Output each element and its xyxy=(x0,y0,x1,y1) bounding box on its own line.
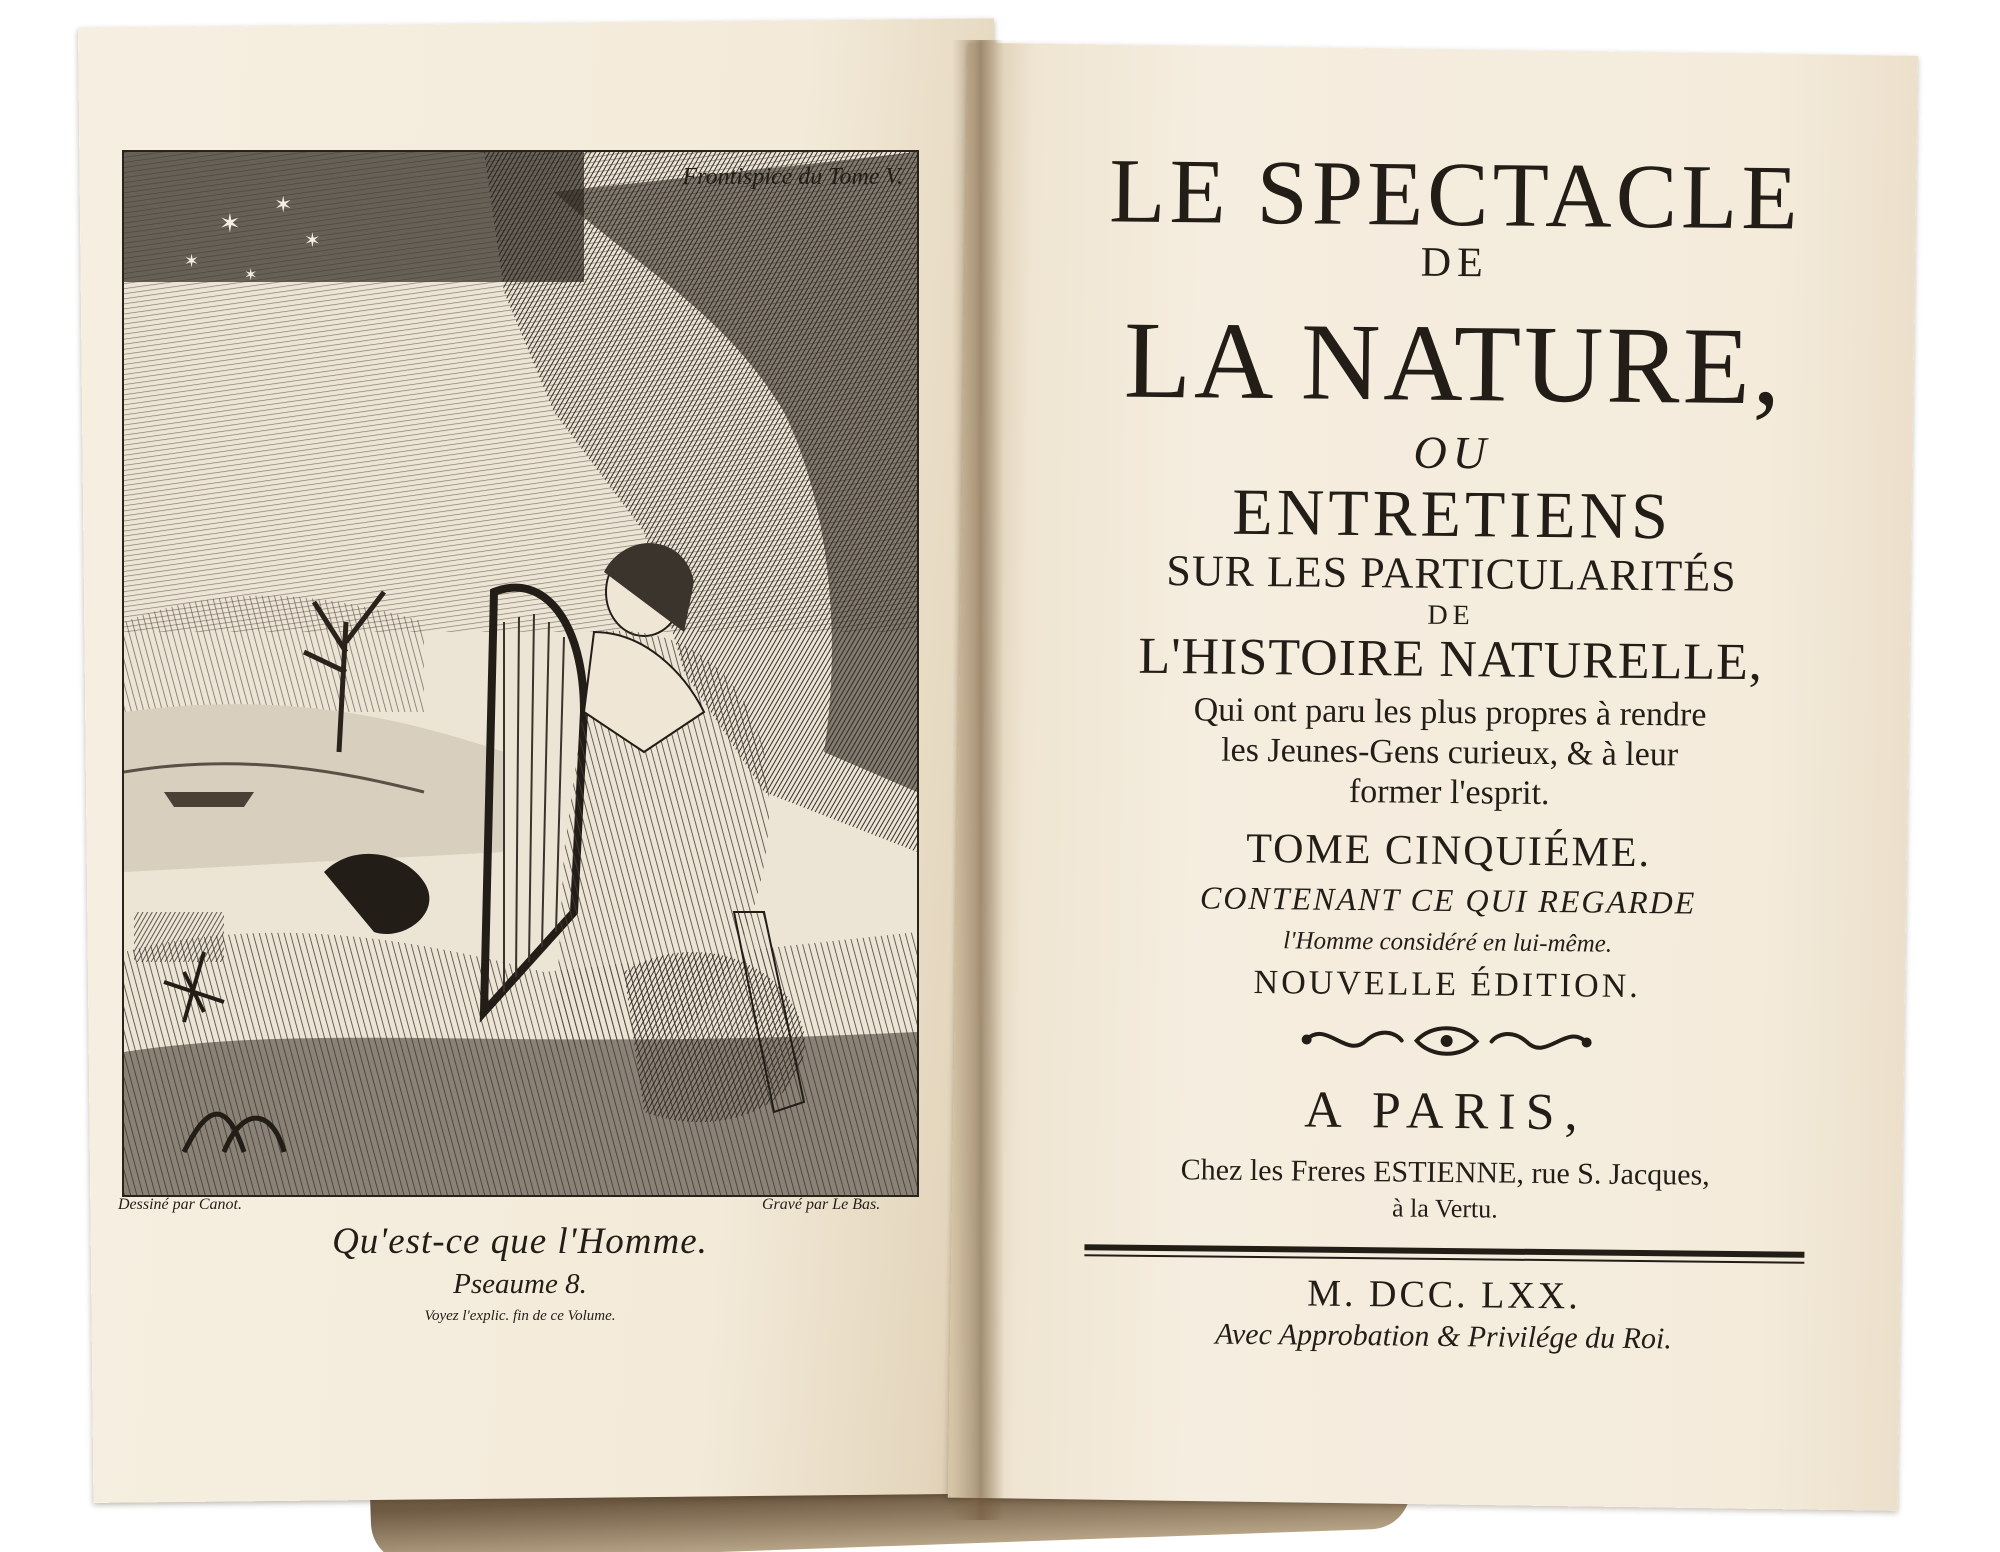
title-line-3: LA NATURE, xyxy=(1123,298,1785,428)
engraving-illustration xyxy=(124,152,917,1195)
svg-text:✶: ✶ xyxy=(244,267,258,284)
svg-text:✶: ✶ xyxy=(184,251,200,271)
title-page xyxy=(1044,136,1856,1356)
imprint-sign: à la Vertu. xyxy=(1391,1193,1498,1224)
title-line-5: ENTRETIENS xyxy=(1231,475,1673,554)
frontispiece-title: Qu'est-ce que l'Homme. xyxy=(332,1221,708,1262)
title-line-8: L'HISTOIRE NATURELLE, xyxy=(1138,627,1764,692)
contents-line: CONTENANT CE QUI REGARDE xyxy=(1199,879,1697,921)
edition-line: NOUVELLE ÉDITION. xyxy=(1253,963,1641,1006)
title-line-7: DE xyxy=(1427,599,1475,632)
title-line-6: SUR LES PARTICULARITÉS xyxy=(1166,546,1737,601)
imprint-place: A PARIS, xyxy=(1303,1081,1588,1142)
title-line-11: former l'esprit. xyxy=(1348,772,1550,813)
title-line-9: Qui ont paru les plus propres à rendre xyxy=(1193,691,1707,734)
frontispiece-psalm: Pseaume 8. xyxy=(453,1268,587,1300)
imprint-privilege: Avec Approbation & Privilége du Roi. xyxy=(1215,1317,1672,1356)
title-line-2: DE xyxy=(1420,239,1490,287)
svg-text:✶: ✶ xyxy=(304,230,321,252)
frontispiece-top-caption: Frontispice du Tome V. xyxy=(682,164,903,190)
svg-text:✶: ✶ xyxy=(274,192,293,217)
volume-line: TOME CINQUIÉME. xyxy=(1245,825,1652,877)
book-gutter xyxy=(952,40,1004,1520)
engraving-credit-engraver: Gravé par Le Bas. xyxy=(762,1196,881,1213)
title-line-10: les Jeunes-Gens curieux, & à leur xyxy=(1220,731,1679,774)
imprint-year: M. DCC. LXX. xyxy=(1307,1272,1581,1318)
title-line-1: LE SPECTACLE xyxy=(1108,139,1803,249)
title-line-4: OU xyxy=(1413,426,1493,479)
frontispiece-note: Voyez l'explic. fin de ce Volume. xyxy=(424,1308,616,1324)
printer-ornament-icon xyxy=(1286,1014,1607,1067)
imprint-publisher: Chez les Freres ESTIENNE, rue S. Jacques, xyxy=(1180,1153,1710,1192)
frontispiece-engraving xyxy=(122,150,919,1197)
svg-text:✶: ✶ xyxy=(219,209,241,238)
engraving-credit-designer: Dessiné par Canot. xyxy=(118,1196,242,1213)
contents-subline: l'Homme considéré en lui-même. xyxy=(1283,927,1613,958)
